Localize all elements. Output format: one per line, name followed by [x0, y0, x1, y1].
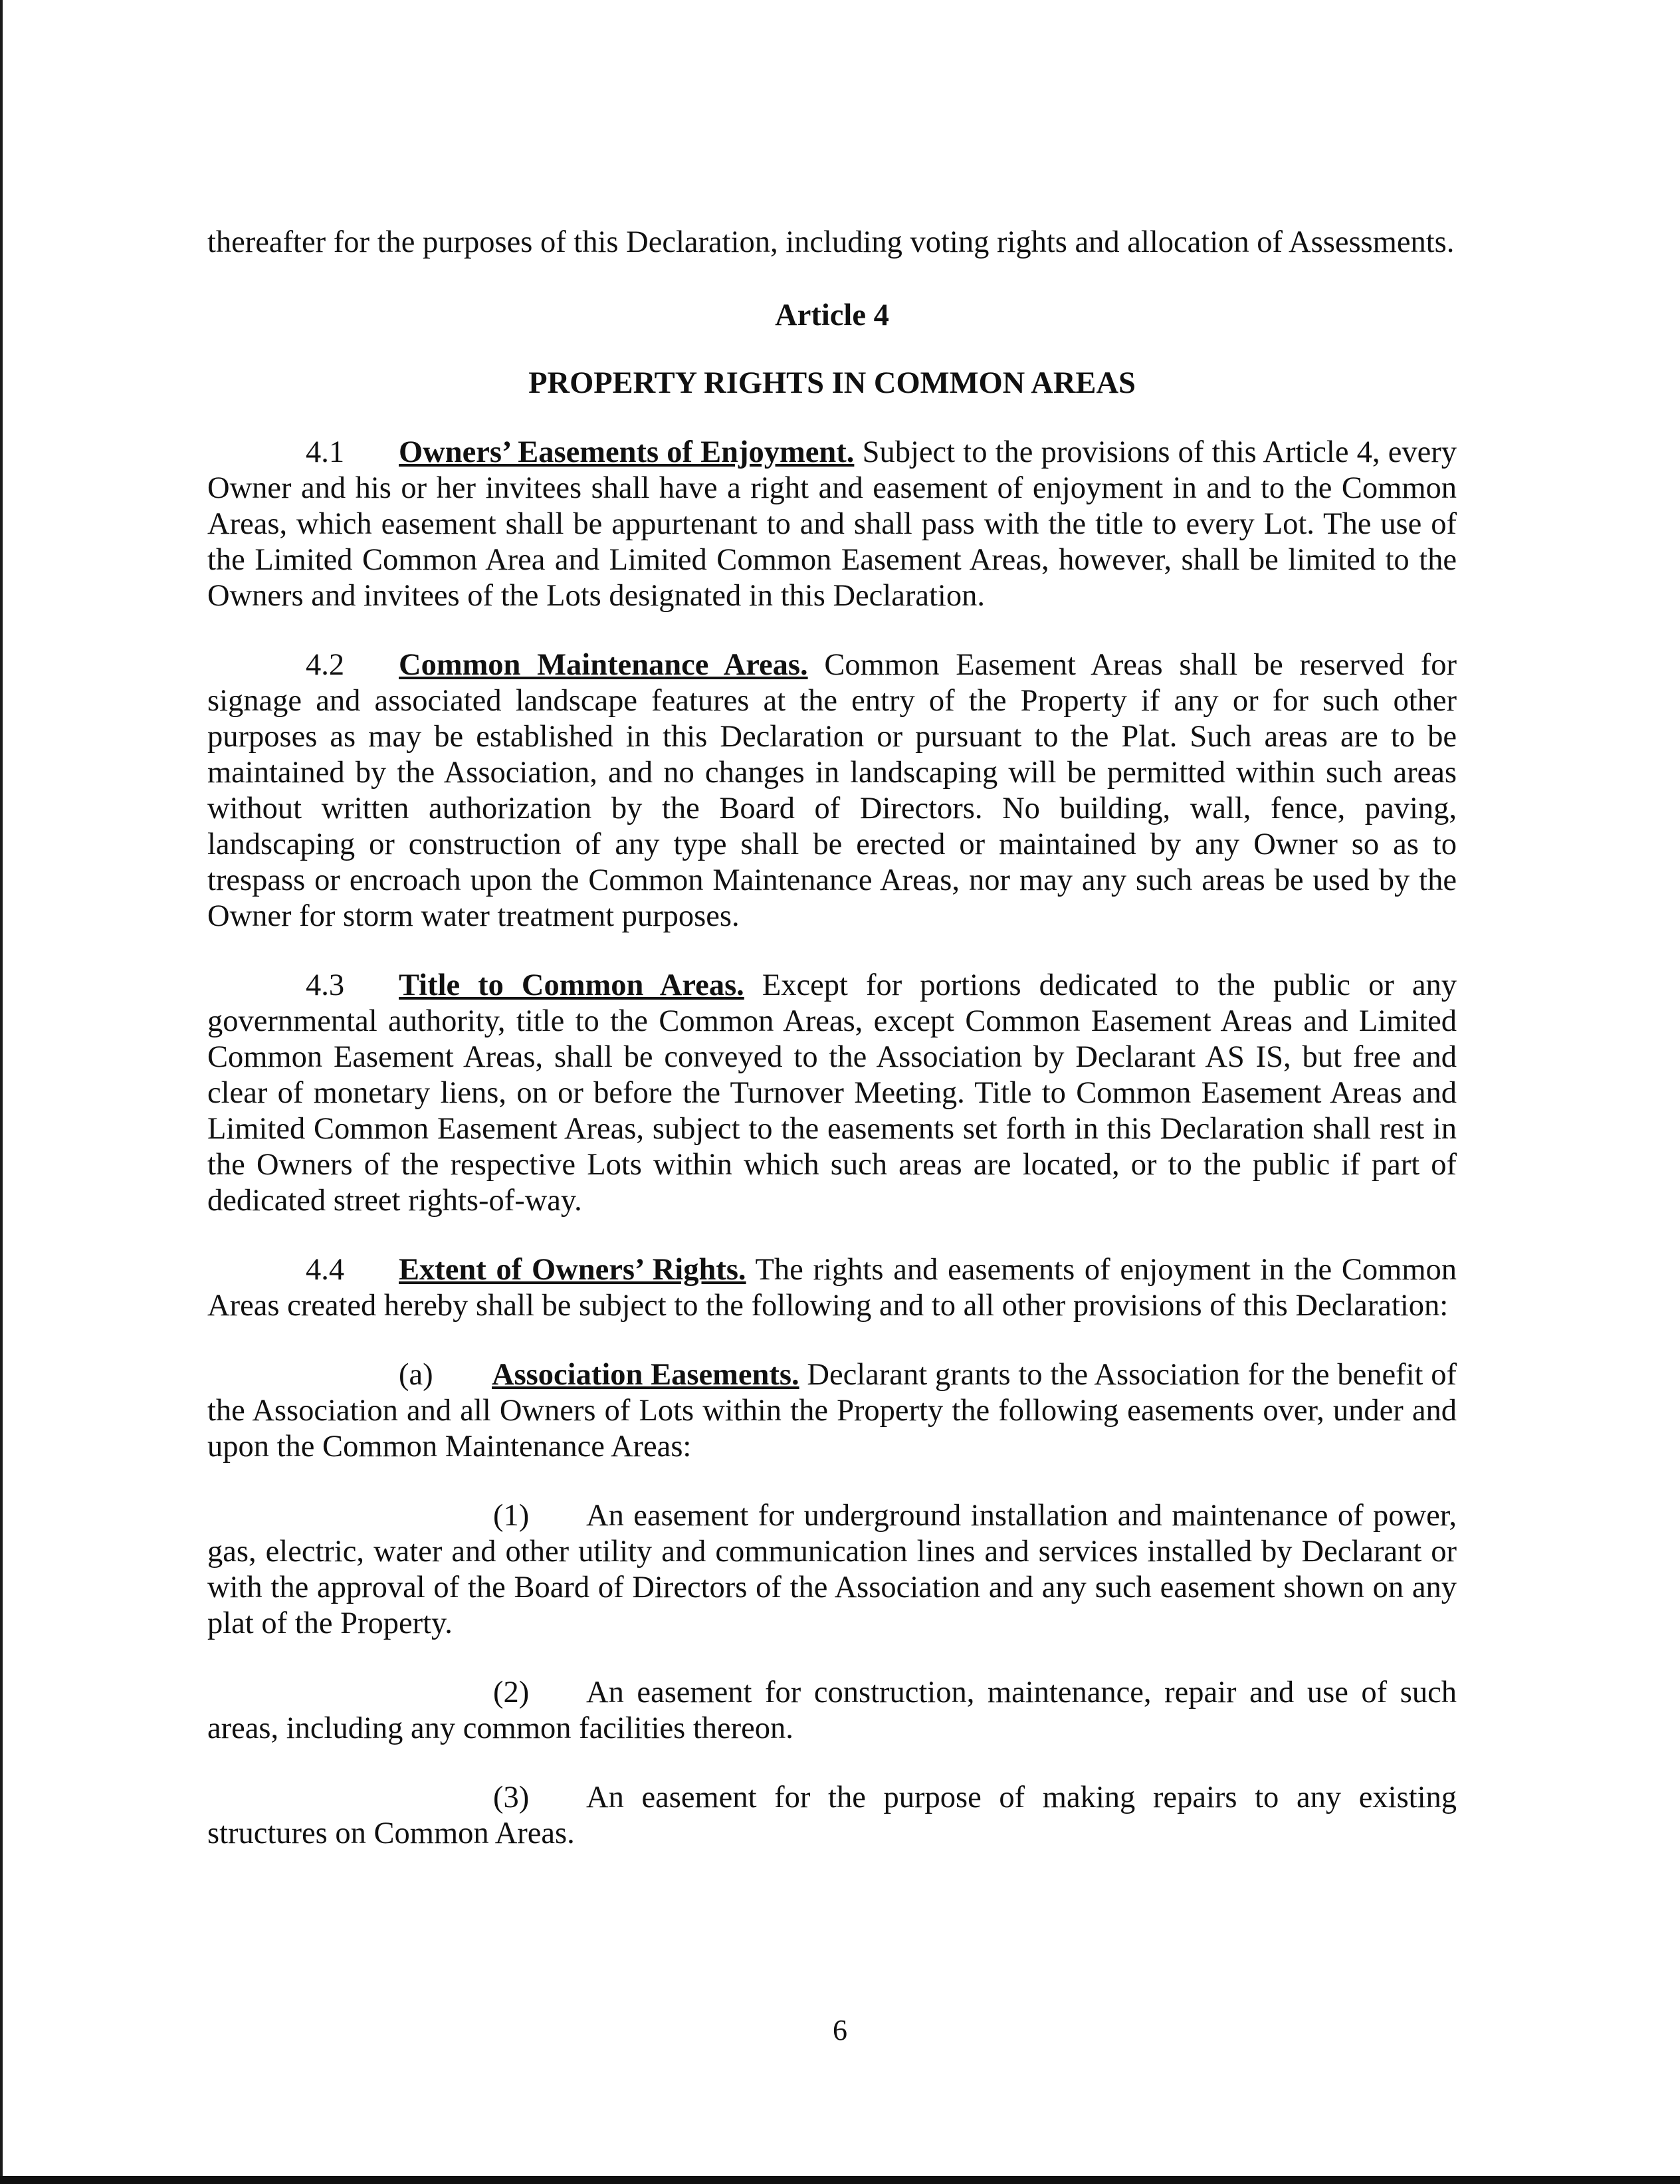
- section-number: 4.3: [306, 968, 345, 1002]
- section-number: 4.1: [306, 435, 345, 469]
- item-text: An easement for construction, maintenance, repair and use of such areas, including any common facilities thereon.: [207, 1676, 1457, 1745]
- item-number: (2): [493, 1676, 530, 1709]
- scan-bottom-edge: [0, 2176, 1680, 2184]
- section-4-4: [207, 1252, 1457, 1324]
- scan-left-edge: [0, 0, 3, 2184]
- page-number: 6: [833, 2014, 847, 2046]
- list-item-3: [207, 1780, 1457, 1852]
- subsection-caption: Association Easements.: [492, 1358, 799, 1392]
- subsection-text: Declarant grants to the Association for the benefit of the Association and all Owners of Lots within the Property the following easements over, under and upon the Common Maintenance Areas:: [207, 1358, 1457, 1464]
- item-text: An easement for underground installation and maintenance of power, gas, electric, water and other utility and communication lines and services installed by Declarant or with the approval of the Board of Directors of the Association and any such easement shown on any plat of the Property.: [207, 1499, 1457, 1640]
- section-number: 4.2: [306, 648, 345, 682]
- section-4-3: [207, 968, 1457, 1219]
- article-title: Article 4: [775, 298, 889, 332]
- section-4-2: [207, 647, 1457, 934]
- item-number: (3): [493, 1781, 530, 1814]
- section-text: Except for portions dedicated to the public or any governmental authority, title to the Common Areas, except Common Easement Areas and Limited Common Easement Areas, shall be conveyed to the Association by Declarant AS IS, but free and clear of monetary liens, on or before the Turnover Meeting. Title to Common Easement Areas and Limited Common Easement Areas, subject to the easements set forth in this Declaration shall rest in the Owners of the respective Lots within which such areas are located, or to the public if part of dedicated street rights-of-way.: [207, 968, 1457, 1218]
- section-caption: Title to Common Areas.: [399, 968, 744, 1002]
- intro-paragraph: thereafter for the purposes of this Declaration, including voting rights and allocation of Assessments.: [207, 225, 1455, 259]
- subsection-number: (a): [399, 1358, 433, 1392]
- section-number: 4.4: [306, 1253, 345, 1287]
- subsection-a: [207, 1357, 1457, 1465]
- item-text: An easement for the purpose of making repairs to any existing structures on Common Areas.: [207, 1781, 1457, 1850]
- section-text: Common Easement Areas shall be reserved for signage and associated landscape features at the entry of the Property if any or for such other purposes as may be established in this Declaration or pursuant to the Plat. Such areas are to be maintained by the Association, and no changes in landscaping will be permitted within such areas without written authorization by the Board of Directors. No building, wall, fence, paving, landscaping or construction of any type shall be erected or maintained by any Owner so as to trespass or encroach upon the Common Maintenance Areas, nor may any such areas be used by the Owner for storm water treatment purposes.: [207, 648, 1457, 933]
- section-caption: Extent of Owners’ Rights.: [399, 1253, 746, 1287]
- section-text: The rights and easements of enjoyment in the Common Areas created hereby shall be subject to the following and to all other provisions of this Declaration:: [207, 1253, 1457, 1323]
- item-number: (1): [493, 1499, 530, 1533]
- section-text: Subject to the provisions of this Article 4, every Owner and his or her invitees shall have a right and easement of enjoyment in and to the Common Areas, which easement shall be appurtenant to and shall pass with the title to every Lot. The use of the Limited Common Area and Limited Common Easement Areas, however, shall be limited to the Owners and invitees of the Lots designated in this Declaration.: [207, 435, 1457, 613]
- list-item-1: [207, 1498, 1457, 1642]
- page-content: [207, 225, 1457, 1852]
- article-subtitle: PROPERTY RIGHTS IN COMMON AREAS: [528, 366, 1136, 400]
- list-item-2: [207, 1675, 1457, 1747]
- section-caption: Owners’ Easements of Enjoyment.: [399, 435, 855, 469]
- section-4-1: [207, 435, 1457, 614]
- section-caption: Common Maintenance Areas.: [399, 648, 808, 682]
